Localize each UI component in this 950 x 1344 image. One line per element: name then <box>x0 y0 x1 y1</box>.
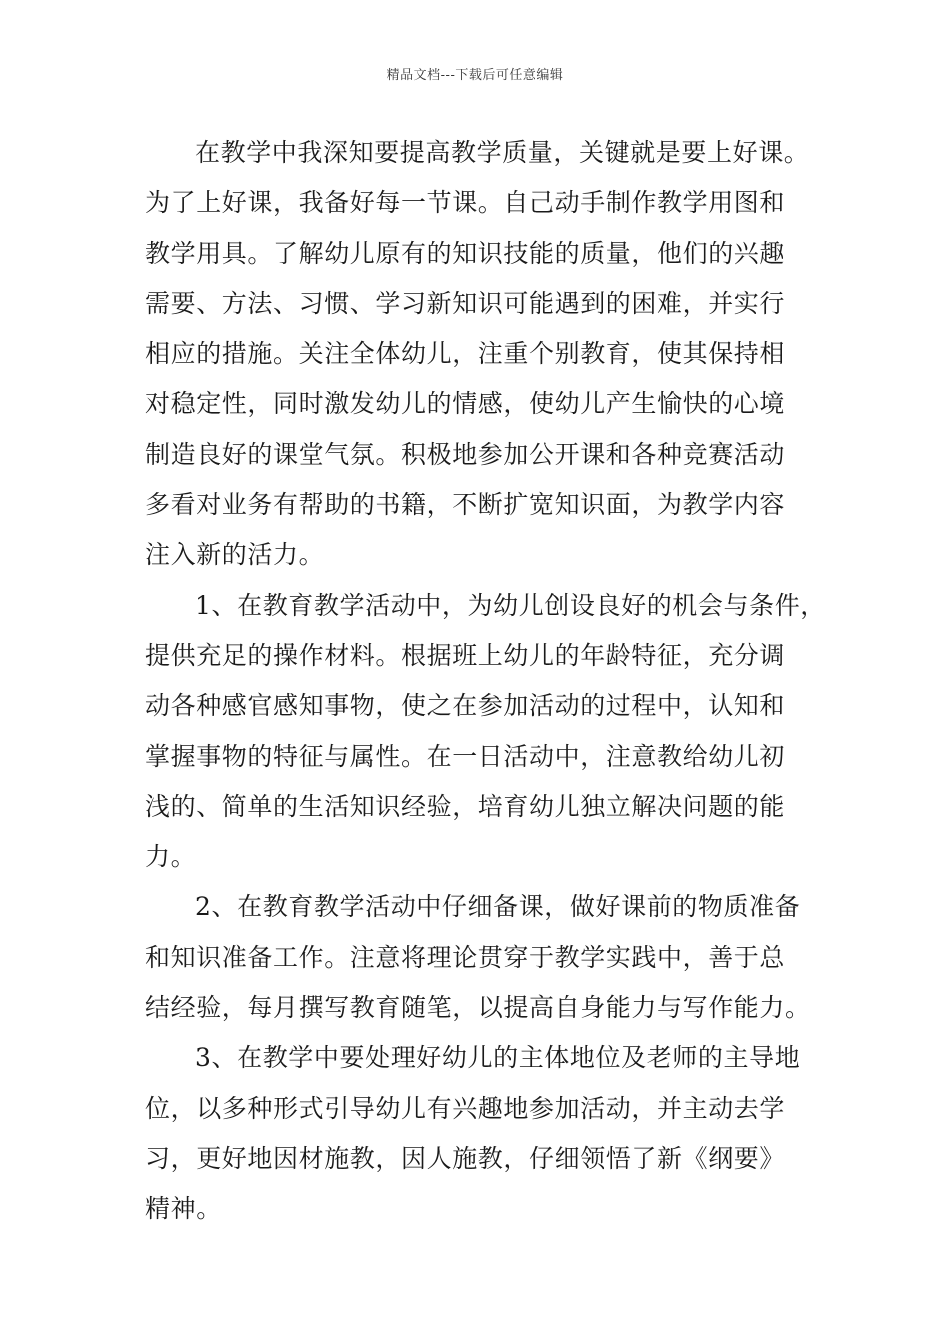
text-line: 多看对业务有帮助的书籍，不断扩宽知识面，为教学内容 <box>145 490 786 520</box>
text-line: 需要、方法、习惯、学习新知识可能遇到的困难，并实行 <box>145 288 786 318</box>
text-line: 在教学中我深知要提高教学质量，关键就是要上好课。 <box>195 138 810 167</box>
text-line: 结经验，每月撰写教育随笔，以提高自身能力与写作能力。 <box>145 993 811 1023</box>
text-line: 掌握事物的特征与属性。在一日活动中，注意教给幼儿初 <box>145 741 786 771</box>
paragraph-2 <box>145 581 835 883</box>
paragraph-3 <box>145 882 835 1033</box>
text-line: 注入新的活力。 <box>145 540 325 570</box>
text-line: 3、在教学中要处理好幼儿的主体地位及老师的主导地 <box>195 1043 801 1073</box>
text-line: 为了上好课，我备好每一节课。自己动手制作教学用图和 <box>145 188 786 218</box>
text-line: 提供充足的操作材料。根据班上幼儿的年龄特征，充分调 <box>145 640 786 670</box>
paragraph-1 <box>145 128 835 581</box>
text-line: 习，更好地因材施教，因人施教，仔细领悟了新《纲要》 <box>145 1143 786 1173</box>
text-line: 教学用具。了解幼儿原有的知识技能的质量，他们的兴趣 <box>145 238 786 268</box>
text-line: 对稳定性，同时激发幼儿的情感，使幼儿产生愉快的心境 <box>145 389 786 419</box>
text-line: 浅的、简单的生活知识经验，培育幼儿独立解决问题的能 <box>145 791 786 821</box>
text-line: 和知识准备工作。注意将理论贯穿于教学实践中，善于总 <box>145 942 786 972</box>
text-line: 精神。 <box>145 1194 222 1224</box>
text-line: 位，以多种形式引导幼儿有兴趣地参加活动，并主动去学 <box>145 1093 786 1123</box>
text-line: 1、在教育教学活动中，为幼儿创设良好的机会与条件， <box>195 590 826 620</box>
text-line: 2、在教育教学活动中仔细备课，做好课前的物质准备 <box>195 892 801 922</box>
page-header: 精品文档---下载后可任意编辑 <box>386 68 564 83</box>
document-body <box>145 128 835 1235</box>
text-line: 相应的措施。关注全体幼儿，注重个别教育，使其保持相 <box>145 339 786 369</box>
text-line: 力。 <box>145 842 197 872</box>
text-line: 制造良好的课堂气氛。积极地参加公开课和各种竞赛活动 <box>145 439 786 469</box>
text-line: 动各种感官感知事物，使之在参加活动的过程中，认知和 <box>145 691 786 721</box>
paragraph-4 <box>145 1033 835 1234</box>
